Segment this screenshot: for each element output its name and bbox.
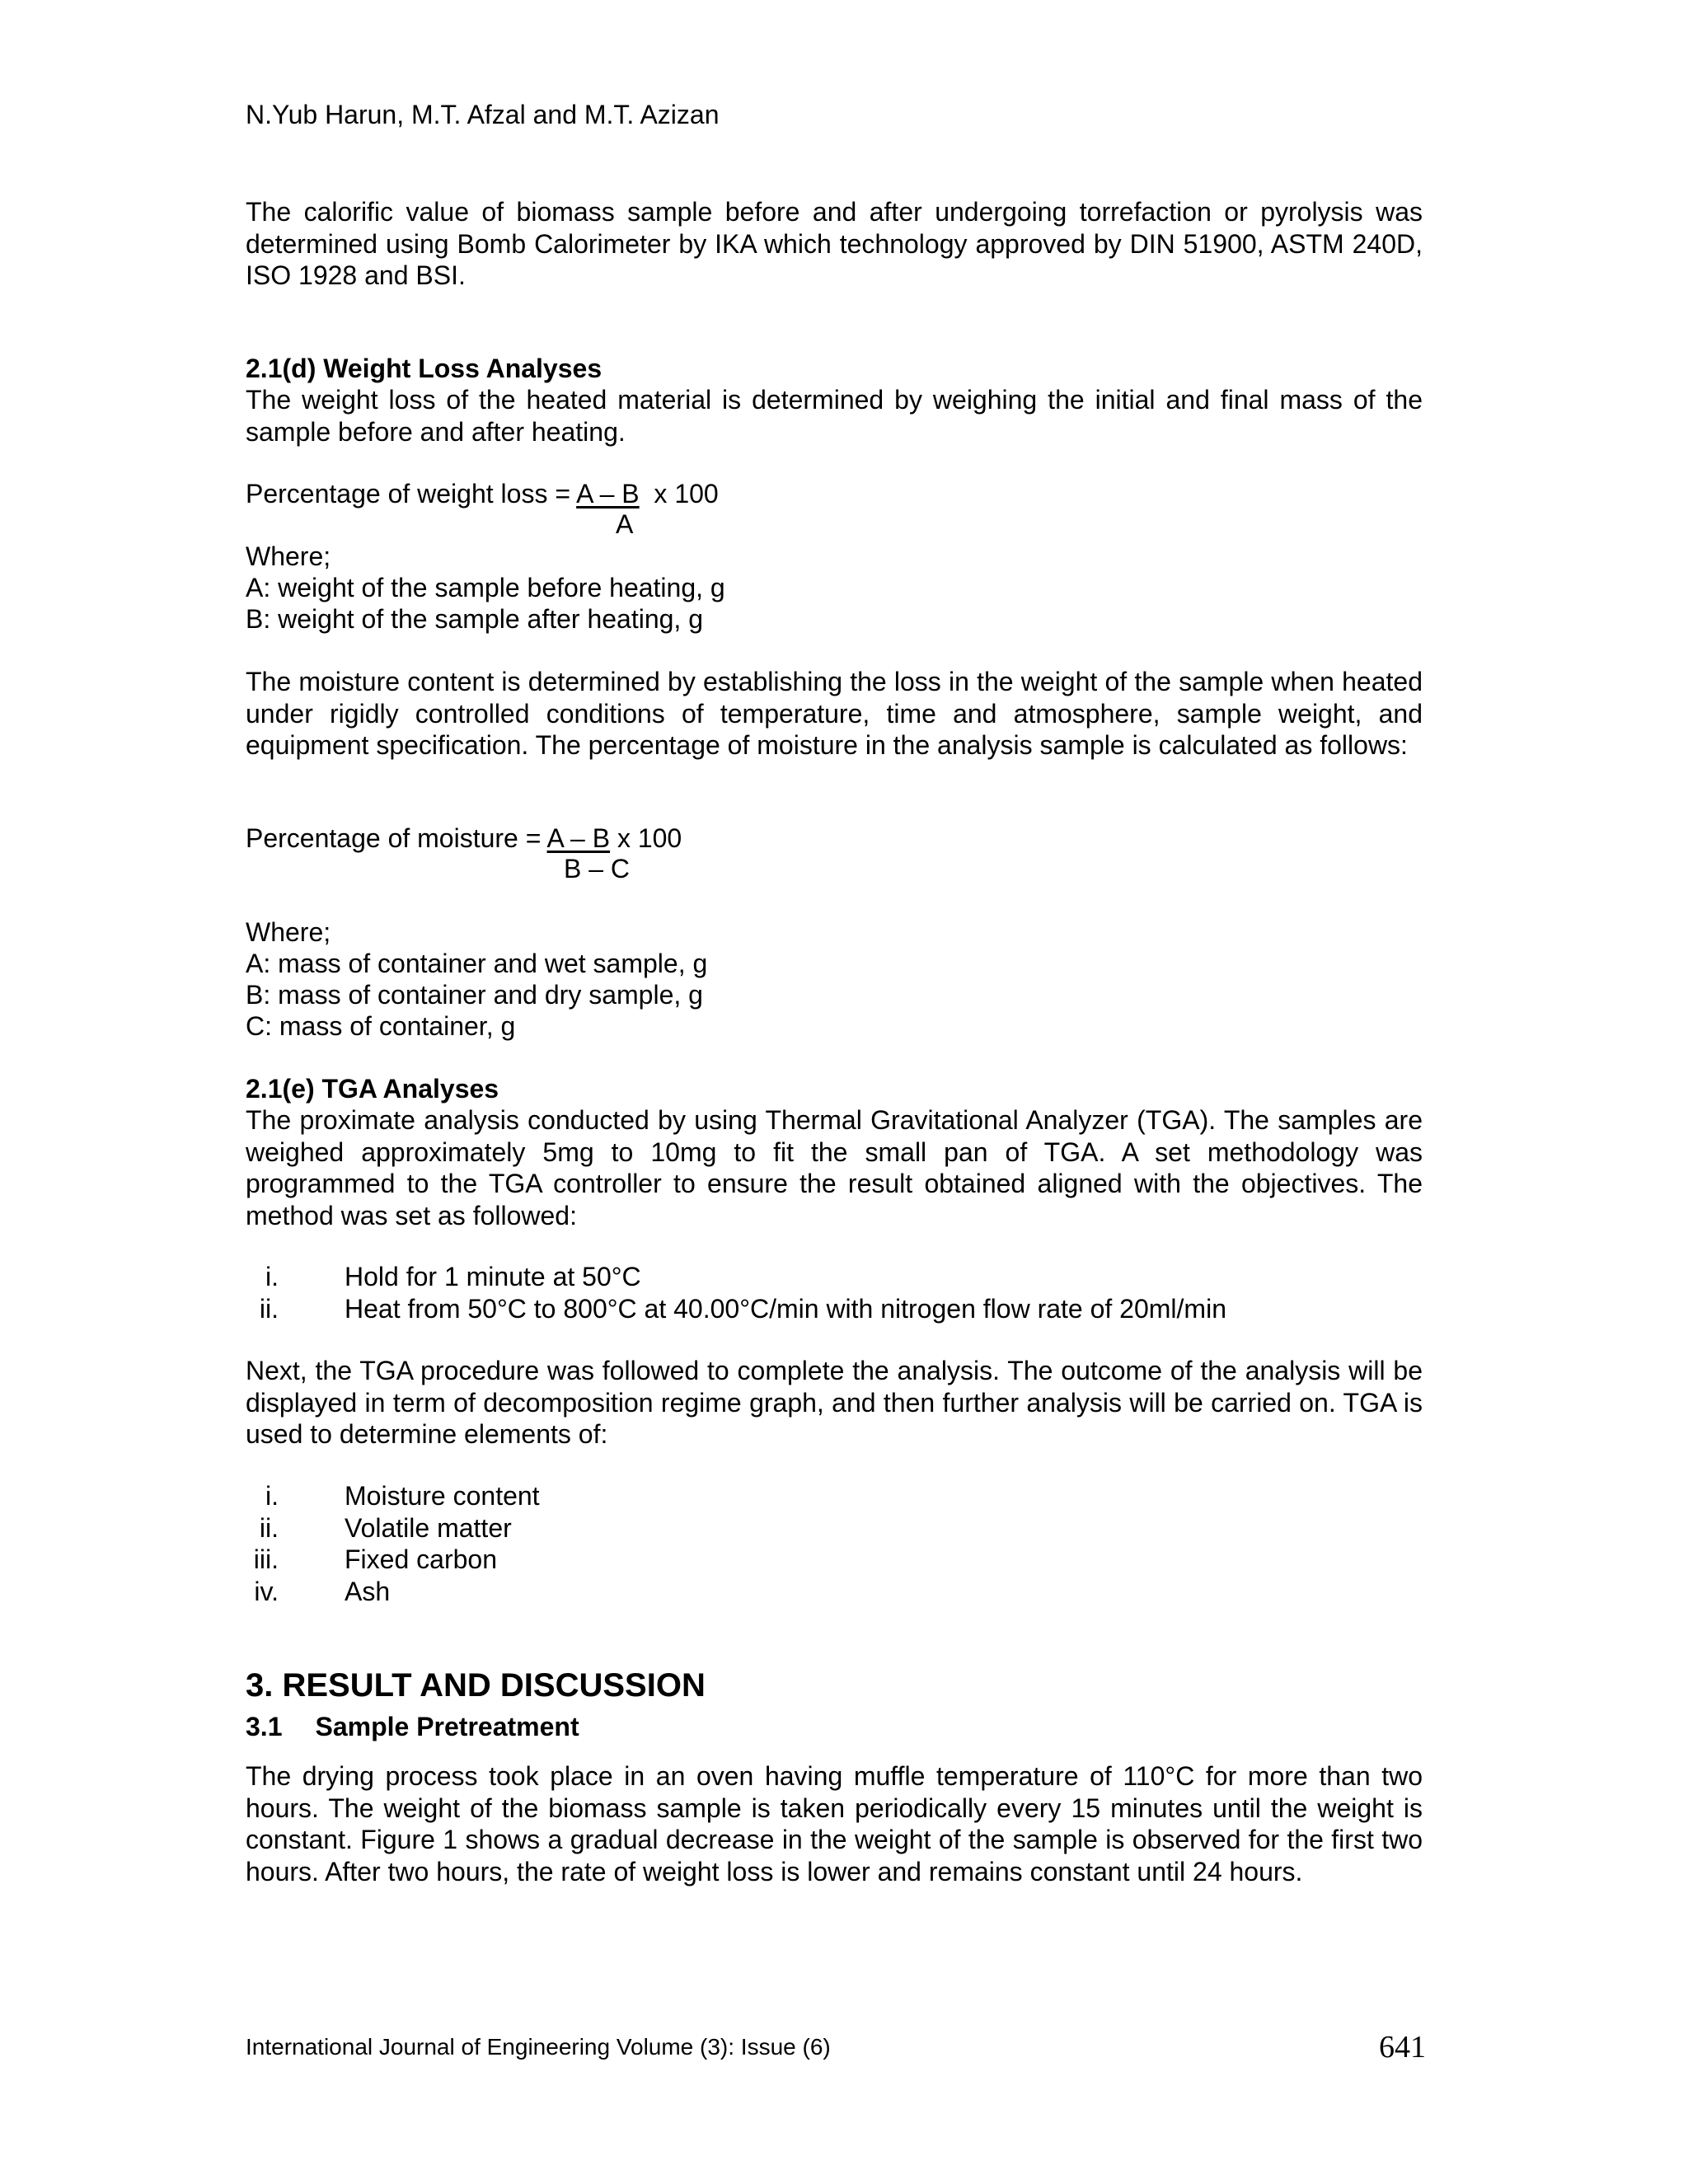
pretreatment-paragraph: The drying process took place in an oven having muffle temperature of 110°C for more than two hours. The weight of the biomass sample is taken periodically every 15 minutes until the weight is constant. Figure 1 shows a gradual decrease in the weight of the sample is observed for the first two hours. After two hours, the rate of weight loss is lower and remains constant until 24 hours. <box>246 1761 1423 1886</box>
list-number: i. <box>265 1481 279 1511</box>
tga-elements-list <box>246 1480 1423 1607</box>
list-text: Ash <box>345 1576 391 1606</box>
definition-b: B: mass of container and dry sample, g <box>246 980 703 1010</box>
subsection-heading <box>246 1711 1423 1743</box>
page-number: 641 <box>1379 2030 1426 2064</box>
equation-denominator: A <box>616 509 634 539</box>
list-item <box>246 1480 1423 1512</box>
list-item <box>246 1512 1423 1544</box>
running-header-authors: N.Yub Harun, M.T. Afzal and M.T. Azizan <box>246 100 720 129</box>
section-heading: 3. RESULT AND DISCUSSION <box>246 1667 706 1704</box>
tga-paragraph: The proximate analysis conducted by using Thermal Gravitational Analyzer (TGA). The samples are weighed approximately 5mg to 10mg to fit the small pan of TGA. A set methodology was programmed to the TGA controller to ensure the result obtained aligned with the objectives. The method was set as followed: <box>246 1105 1423 1230</box>
subsection-number: 3.1 <box>246 1712 283 1741</box>
weight-loss-equation <box>246 478 1423 510</box>
definition-a: A: mass of container and wet sample, g <box>246 949 708 978</box>
where-label: Where; <box>246 541 331 571</box>
list-text: Moisture content <box>345 1481 540 1511</box>
list-item <box>246 1261 1423 1293</box>
definition-c: C: mass of container, g <box>246 1011 516 1041</box>
list-number: ii. <box>259 1293 279 1324</box>
equation-prefix: Percentage of weight loss = <box>246 479 577 509</box>
list-text: Volatile matter <box>345 1512 512 1543</box>
list-text: Hold for 1 minute at 50°C <box>345 1262 641 1291</box>
weight-loss-heading: 2.1(d) Weight Loss Analyses <box>246 354 603 383</box>
list-text: Fixed carbon <box>345 1544 497 1574</box>
where-label: Where; <box>246 917 331 947</box>
definition-a: A: weight of the sample before heating, g <box>246 573 725 602</box>
definition-b: B: weight of the sample after heating, g <box>246 604 703 634</box>
list-number: iii. <box>253 1544 279 1574</box>
moisture-equation <box>246 823 1423 855</box>
equation-suffix: x 100 <box>610 823 682 853</box>
list-number: i. <box>265 1262 279 1291</box>
footer-journal: International Journal of Engineering Volume (3): Issue (6) <box>246 2034 831 2060</box>
equation-denominator: B – C <box>564 854 631 883</box>
tga-steps-list <box>246 1261 1423 1324</box>
equation-numerator: A – B <box>546 823 611 853</box>
tga-next-paragraph: Next, the TGA procedure was followed to complete the analysis. The outcome of the analysis will be displayed in term of decomposition regime graph, and then further analysis will be carried on. TGA is used to determine elements of: <box>246 1356 1423 1449</box>
tga-heading: 2.1(e) TGA Analyses <box>246 1074 499 1104</box>
list-number: iv. <box>254 1576 279 1606</box>
equation-prefix: Percentage of moisture = <box>246 823 547 853</box>
weight-loss-intro: The weight loss of the heated material is determined by weighing the initial and final mass of the sample before and after heating. <box>246 385 1423 447</box>
list-number: ii. <box>259 1512 279 1543</box>
subsection-title: Sample Pretreatment <box>315 1712 579 1741</box>
list-item <box>246 1293 1423 1325</box>
list-item <box>246 1544 1423 1576</box>
list-text: Heat from 50°C to 800°C at 40.00°C/min with nitrogen flow rate of 20ml/min <box>345 1293 1226 1324</box>
equation-numerator: A – B <box>576 479 640 509</box>
calorific-paragraph: The calorific value of biomass sample before and after undergoing torrefaction or pyrolysis was determined using Bomb Calorimeter by IKA which technology approved by DIN 51900, ASTM 240D, ISO 1928 and BSI. <box>246 197 1423 290</box>
moisture-paragraph: The moisture content is determined by establishing the loss in the weight of the sample when heated under rigidly controlled conditions of temperature, time and atmosphere, sample weight, and equipment specification. The percentage of moisture in the analysis sample is calculated as follows: <box>246 667 1423 760</box>
list-item <box>246 1576 1423 1608</box>
equation-suffix: x 100 <box>639 479 719 509</box>
